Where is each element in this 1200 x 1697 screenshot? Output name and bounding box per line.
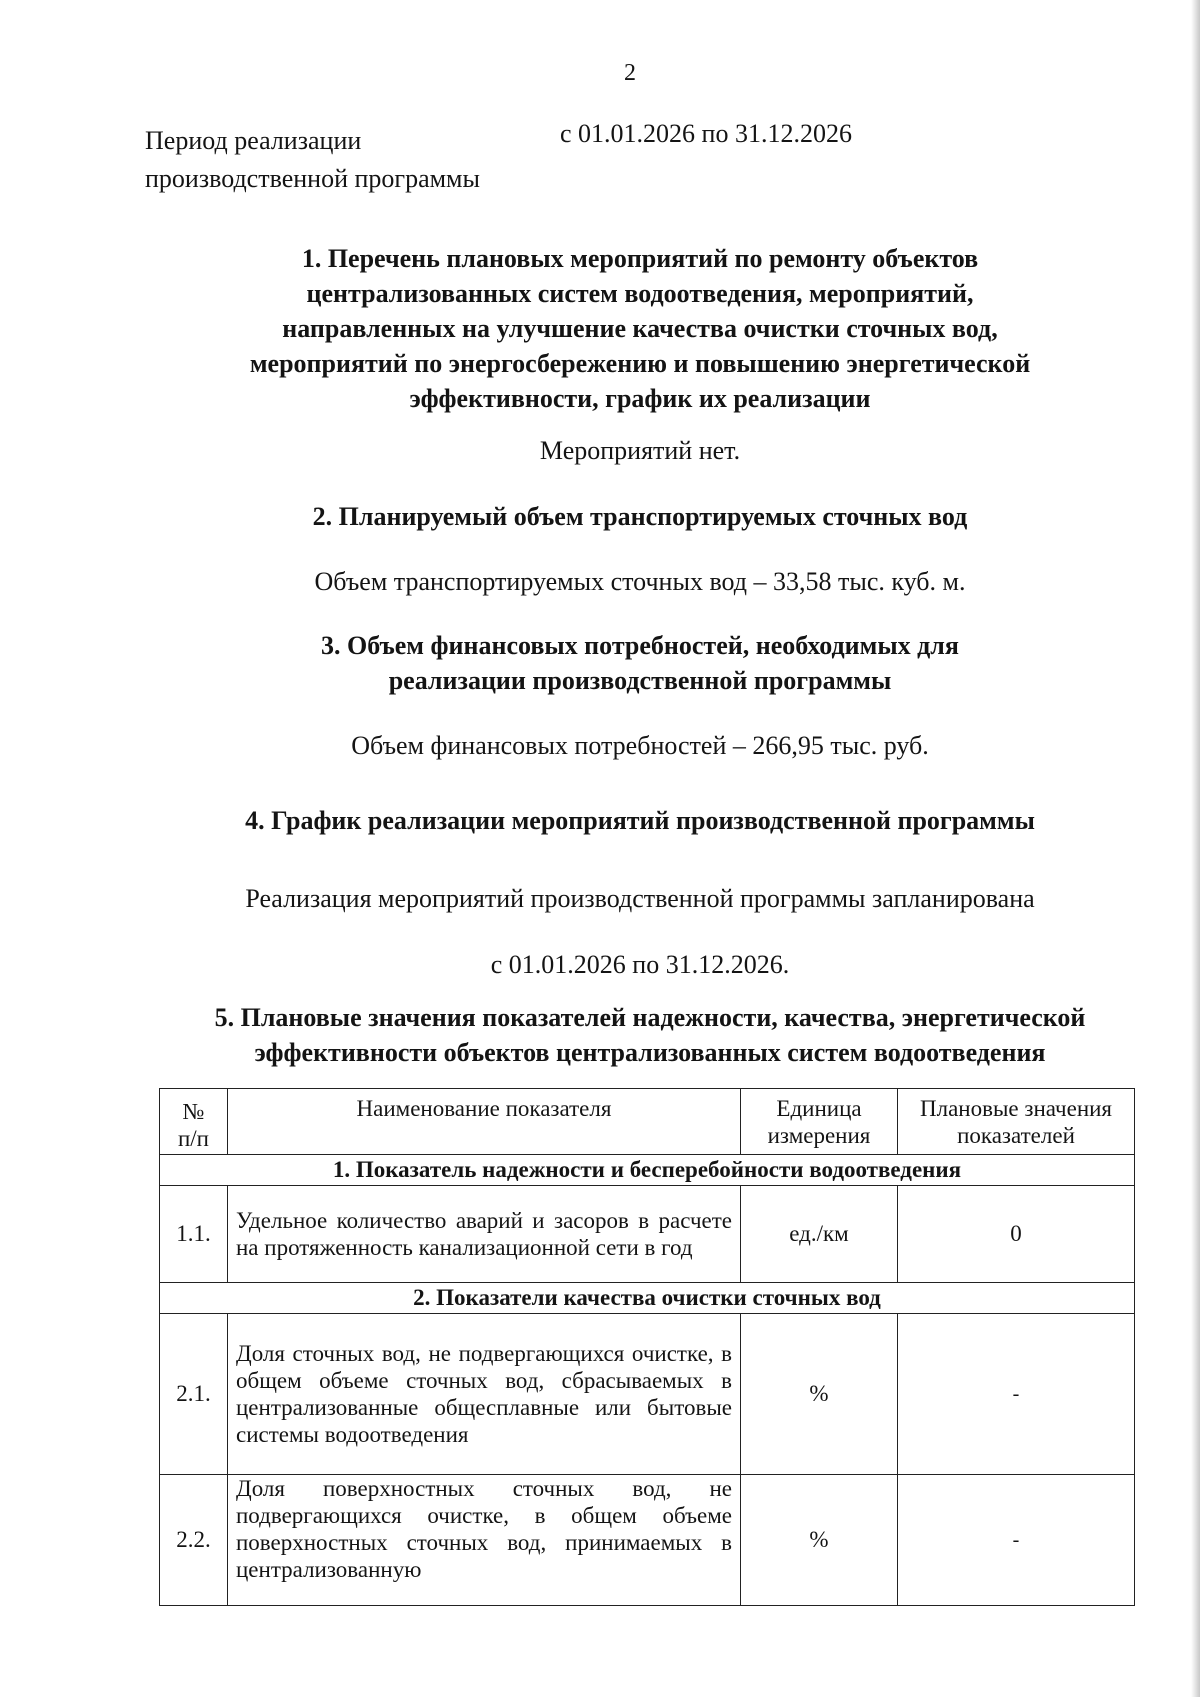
header-num-line: п/п — [177, 1125, 209, 1151]
heading-line: 5. Плановые значения показателей надежности, качества, энергетической — [214, 1003, 1086, 1032]
row-value: 0 — [898, 1186, 1135, 1283]
header-value-line: показателей — [957, 1123, 1075, 1148]
table-group-row — [160, 1155, 1135, 1186]
heading-line: 1. Перечень плановых мероприятий по ремонту объектов — [301, 244, 979, 273]
section3-heading — [140, 628, 1140, 698]
period-label-line: Период реализации — [145, 126, 362, 155]
group-title: 2. Показатели качества очистки сточных вод — [160, 1283, 1135, 1314]
header-name: Наименование показателя — [228, 1089, 741, 1155]
section3-text: Объем финансовых потребностей – 266,95 тыс. руб. — [351, 731, 929, 760]
heading-line: реализации производственной программы — [388, 666, 892, 695]
header-unit — [741, 1089, 898, 1155]
row-unit: ед./км — [741, 1186, 898, 1283]
row-name: Удельное количество аварий и засоров в расчете на протяженность канализационной сети в год — [228, 1186, 741, 1283]
group-title: 1. Показатель надежности и бесперебойности водоотведения — [160, 1155, 1135, 1186]
section2-text: Объем транспортируемых сточных вод – 33,58 тыс. куб. м. — [314, 567, 966, 596]
header-value-line: Плановые значения — [919, 1096, 1113, 1121]
table-row — [160, 1186, 1135, 1283]
heading-line: направленных на улучшение качества очистки сточных вод, — [282, 314, 998, 343]
section4-heading: 4. График реализации мероприятий производственной программы — [245, 806, 1035, 835]
text-line: с 01.01.2026 по 31.12.2026. — [490, 950, 790, 979]
text-line: Реализация мероприятий производственной программы запланирована — [245, 884, 1035, 913]
section5-heading — [150, 1000, 1150, 1070]
section1-heading — [140, 241, 1140, 416]
row-num: 2.2. — [160, 1475, 228, 1606]
indicators-table — [159, 1088, 1135, 1606]
table-group-row — [160, 1283, 1135, 1314]
header-unit-line: измерения — [767, 1123, 871, 1148]
header-num — [160, 1089, 228, 1155]
section4-text — [140, 866, 1140, 998]
heading-line: эффективности, график их реализации — [409, 384, 871, 413]
period-value: с 01.01.2026 по 31.12.2026 — [560, 119, 852, 148]
period-label — [145, 122, 525, 198]
table-row — [160, 1475, 1135, 1606]
heading-line: мероприятий по энергосбережению и повышению энергетической — [249, 349, 1031, 378]
page-number: 2 — [624, 60, 636, 86]
row-num: 1.1. — [160, 1186, 228, 1283]
table-header-row — [160, 1089, 1135, 1155]
row-value: - — [898, 1475, 1135, 1606]
period-label-line: производственной программы — [145, 164, 480, 193]
row-num: 2.1. — [160, 1314, 228, 1475]
table-row — [160, 1314, 1135, 1475]
header-unit-line: Единица — [776, 1096, 862, 1121]
heading-line: централизованных систем водоотведения, мероприятий, — [306, 279, 974, 308]
row-name: Доля поверхностных сточных вод, не подвергающихся очистке, в общем объеме поверхностных сточных вод, принимаемых в централизованную — [228, 1475, 741, 1606]
row-value: - — [898, 1314, 1135, 1475]
section2-heading: 2. Планируемый объем транспортируемых сточных вод — [312, 502, 968, 531]
row-unit: % — [741, 1475, 898, 1606]
row-name: Доля сточных вод, не подвергающихся очистке, в общем объеме сточных вод, сбрасываемых в централизованные общесплавные или бытовые системы водоотведения — [228, 1314, 741, 1475]
scan-edge-shadow — [1191, 0, 1200, 1697]
header-value — [898, 1089, 1135, 1155]
section1-text: Мероприятий нет. — [539, 436, 741, 465]
heading-line: 3. Объем финансовых потребностей, необходимых для — [321, 631, 959, 660]
row-unit: % — [741, 1314, 898, 1475]
heading-line: эффективности объектов централизованных систем водоотведения — [254, 1038, 1046, 1067]
header-num-line: № — [182, 1098, 205, 1124]
